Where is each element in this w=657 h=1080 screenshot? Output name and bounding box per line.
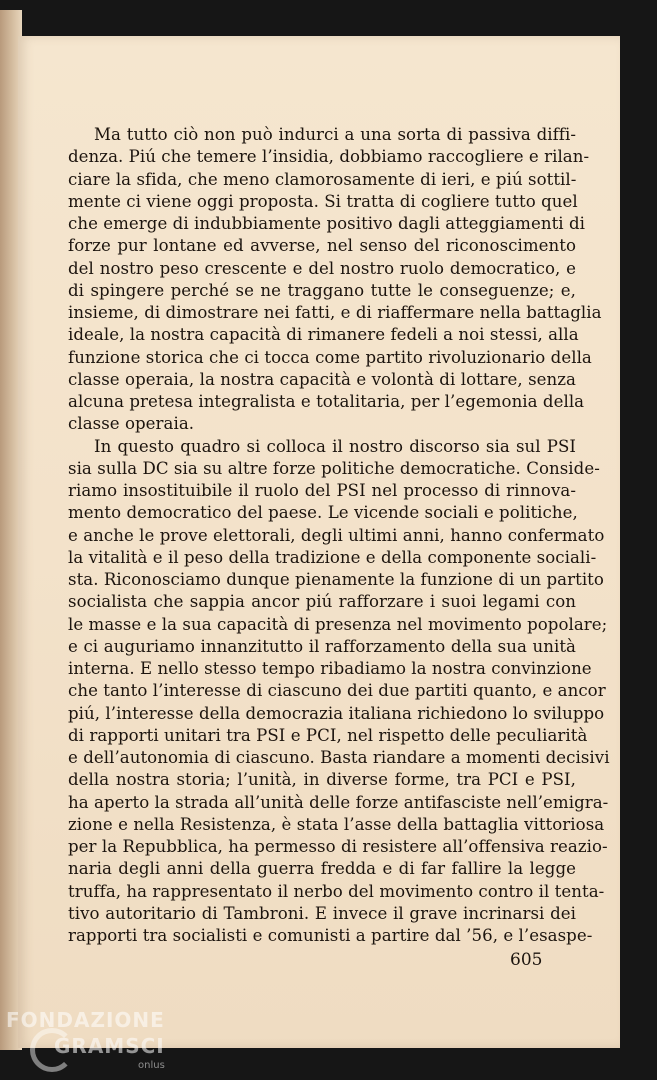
text-line: forze pur lontane ed avverse, nel senso del riconoscimento <box>68 236 576 256</box>
text-line: del nostro peso crescente e del nostro ruolo democratico, e <box>68 258 576 278</box>
text-line: la vitalità e il peso della tradizione e della componente sociali- <box>68 547 597 567</box>
text-line: sta. Riconosciamo dunque pienamente la funzione di un partito <box>68 570 604 589</box>
text-line: di rapporti unitari tra PSI e PCI, nel rispetto delle peculiarità <box>68 725 588 745</box>
watermark-line1: FONDAZIONE <box>6 1008 165 1032</box>
text-line: rapporti tra socialisti e comunisti a partire dal ’56, e l’esaspe- <box>68 926 593 945</box>
text-line: ha aperto la strada all’unità delle forze antifasciste nell’emigra- <box>68 792 609 812</box>
archive-watermark <box>6 1008 186 1078</box>
text-line: mente ci viene oggi proposta. Si tratta di cogliere tutto quel <box>68 191 578 211</box>
page-number: 605 <box>510 950 543 970</box>
body-text <box>68 124 610 947</box>
text-line: zione e nella Resistenza, è stata l’asse della battaglia vittoriosa <box>68 814 605 834</box>
text-line: riamo insostituibile il ruolo del PSI nel processo di rinnova- <box>68 481 576 500</box>
text-line: Ma tutto ciò non può indurci a una sorta di passiva diffi- <box>94 125 576 144</box>
text-line: ciare la sfida, che meno clamorosamente di ieri, e piú sottil- <box>68 169 577 189</box>
text-line: e ci auguriamo innanzitutto il rafforzamento della sua unità <box>68 636 576 656</box>
text-line: e anche le prove elettorali, degli ultimi anni, hanno confermato <box>68 525 605 545</box>
text-line: mento democratico del paese. Le vicende sociali e politiche, <box>68 503 578 523</box>
watermark-suffix: onlus <box>138 1060 165 1071</box>
text-line: per la Repubblica, ha permesso di resistere all’offensiva reazio- <box>68 837 608 856</box>
text-line: di spingere perché se ne traggano tutte le conseguenze; e, <box>68 280 576 300</box>
text-line: alcuna pretesa integralista e totalitaria, per l’egemonia della <box>68 392 585 411</box>
book-page <box>18 36 620 1048</box>
text-line: interna. E nello stesso tempo ribadiamo la nostra convinzione <box>68 659 592 678</box>
text-line: denza. Piú che temere l’insidia, dobbiamo raccogliere e rilan- <box>68 147 590 167</box>
text-line: insieme, di dimostrare nei fatti, e di riaffermare nella battaglia <box>68 303 602 322</box>
text-line: ideale, la nostra capacità di rimanere fedeli a noi stessi, alla <box>68 325 579 345</box>
text-line: le masse e la sua capacità di presenza nel movimento popolare; <box>68 614 608 634</box>
text-line: classe operaia. <box>68 414 195 434</box>
text-line: tivo autoritario di Tambroni. E invece il grave incrinarsi dei <box>68 903 576 923</box>
text-line: piú, l’interesse della democrazia italiana richiedono lo sviluppo <box>68 703 605 723</box>
text-line: che emerge di indubbiamente positivo dagli atteggiamenti di <box>68 214 585 233</box>
text-line: truffa, ha rappresentato il nerbo del movimento contro il tenta- <box>68 881 605 901</box>
text-line: funzione storica che ci tocca come partito rivoluzionario della <box>68 347 592 367</box>
watermark-line2: GRAMSCI <box>54 1034 165 1058</box>
text-line: socialista che sappia ancor piú rafforzare i suoi legami con <box>68 592 576 612</box>
text-line: sia sulla DC sia su altre forze politiche democratiche. Conside- <box>68 458 600 478</box>
text-line: In questo quadro si colloca il nostro discorso sia sul PSI <box>94 436 576 456</box>
text-line: della nostra storia; l’unità, in diverse forme, tra PCI e PSI, <box>68 770 576 790</box>
text-line: naria degli anni della guerra fredda e di far fallire la legge <box>68 859 576 879</box>
text-line: e dell’autonomia di ciascuno. Basta riandare a momenti decisivi <box>68 748 610 767</box>
text-line: classe operaia, la nostra capacità e volontà di lottare, senza <box>68 369 576 389</box>
text-line: che tanto l’interesse di ciascuno dei due partiti quanto, e ancor <box>68 681 606 701</box>
